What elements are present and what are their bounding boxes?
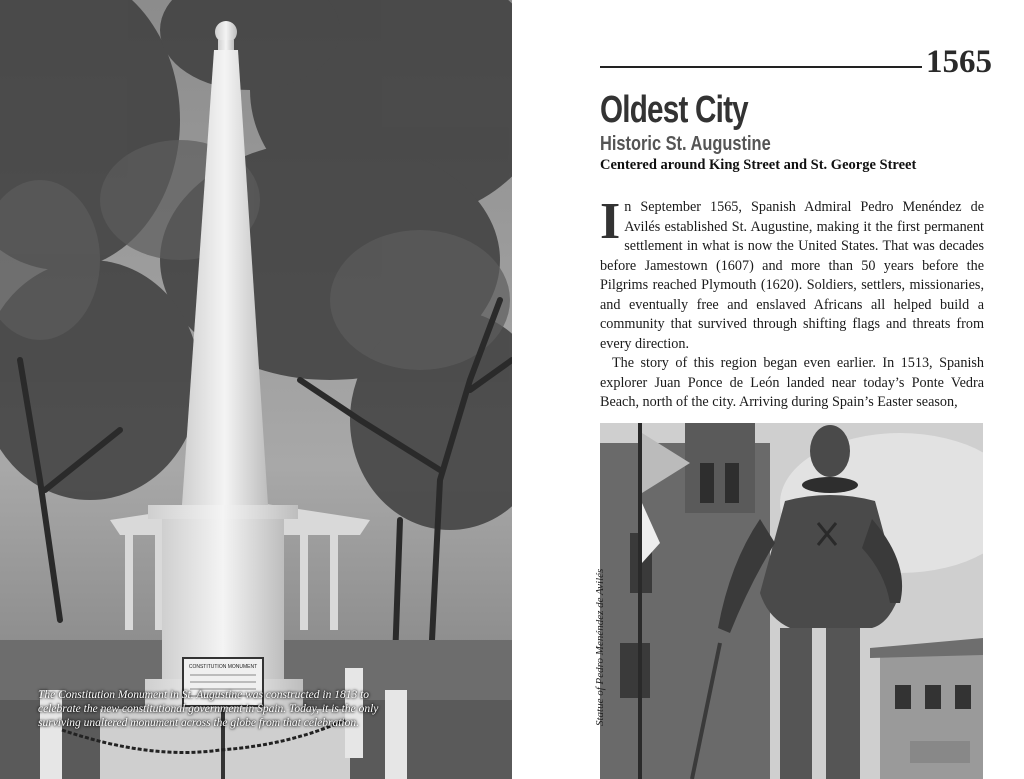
location-line: Centered around King Street and St. George Street	[600, 157, 917, 173]
paragraph-1-text: n September 1565, Spanish Admiral Pedro Menéndez de Avilés established St. Augustine, making it the first permanent settlement in what is now the United States. That was decades before Jamestown (1607) and more than 50 years before the Pilgrims reached Plymouth (1620). Soldiers, settlers, missionaries, and eventually free and enslaved Africans all helped build a community that survived through shifting flags and threats from every direction.	[600, 199, 984, 352]
statue-photo	[600, 423, 983, 779]
statue-illustration	[600, 423, 983, 779]
brick-tower	[600, 423, 770, 779]
year-heading: 1565	[926, 44, 992, 80]
paragraph-1	[600, 193, 984, 354]
statue-caption: Statue of Pedro Menéndez de Avilés	[594, 568, 606, 726]
plaque-title: CONSTITUTION MONUMENT	[188, 664, 258, 670]
right-building	[870, 638, 983, 779]
chapter-subtitle: Historic St. Augustine	[600, 133, 771, 155]
chapter-title: Oldest City	[600, 89, 748, 131]
body-text	[600, 193, 984, 413]
header-rule	[600, 66, 922, 68]
paragraph-2: The story of this region began even earlier. In 1513, Spanish explorer Juan Ponce de León landed near today’s Ponte Vedra Beach, north of the city. Arriving during Spain’s Easter season,	[600, 355, 984, 410]
monument-caption: The Constitution Monument in St. Augustine was constructed in 1813 to celebrate the new constitutional government in Spain. Today, it is the only surviving unaltered monument across the globe from that celebration.	[38, 689, 379, 729]
flagpole	[638, 423, 642, 779]
drop-cap: I	[600, 193, 621, 250]
right-page	[512, 0, 1024, 779]
